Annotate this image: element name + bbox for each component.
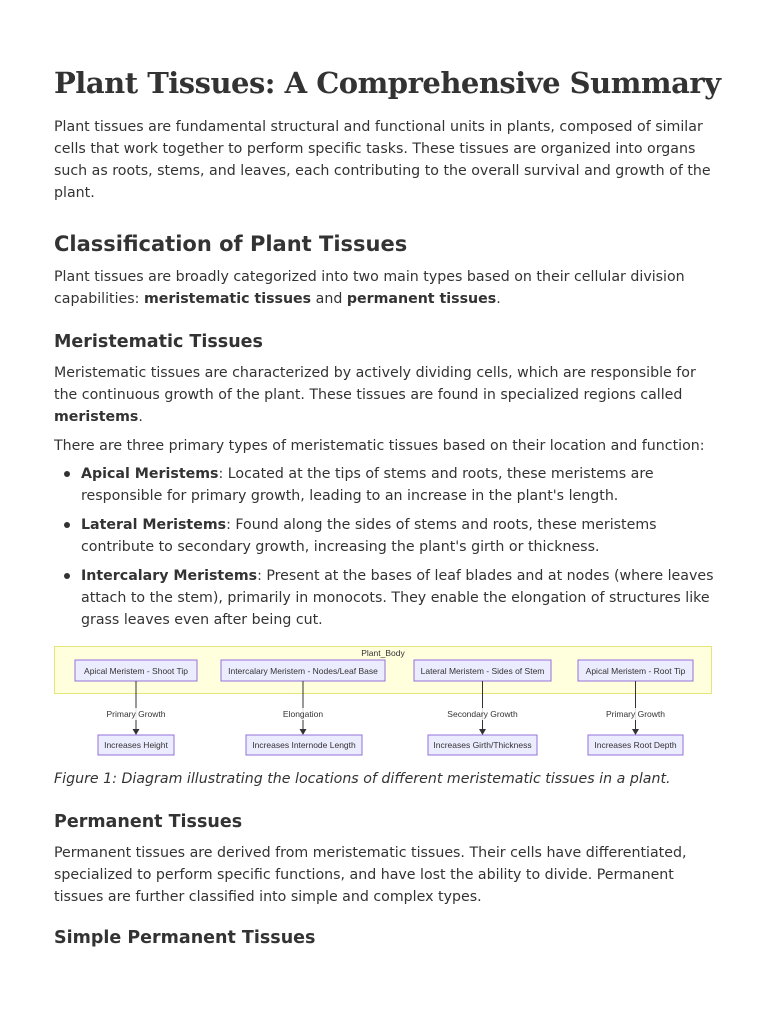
classification-text-mid: and [311,291,347,307]
permanent-paragraph: Permanent tissues are derived from meristematic tissues. Their cells have differentiated, specialized to perform specific functions, and have lost the ability to divide. Permanent tissues are further classified into simple and complex types. [54,845,687,905]
meristematic-paragraph-2: There are three primary types of meristematic tissues based on their location and function: [54,438,705,454]
edge-label: Primary Growth [106,709,166,719]
list-item [54,463,718,507]
list-item-desc: : Present at the bases of leaf blades and at nodes (where leaves attach to the stem), primarily in monocots. They enable the elongation of structures like grass leaves even after being cut. [81,568,714,628]
list-item [54,514,718,558]
arrow-head [479,729,486,735]
meristematic-paragraph-1 [54,362,718,428]
list-item-desc: : Found along the sides of stems and roots, these meristems contribute to secondary growth, increasing the plant's girth or thickness. [81,517,657,555]
plant-body-label: Plant_Body [361,648,405,658]
classification-heading: Classification of Plant Tissues [54,232,408,256]
edge-label: Secondary Growth [447,709,518,719]
simple-permanent-heading: Simple Permanent Tissues [54,928,316,948]
classification-text-after: . [496,291,501,307]
meristematic-p1-bold: meristems [54,409,139,425]
meristem-node-label: Apical Meristem - Shoot Tip [84,666,188,676]
list-item-term: Intercalary Meristems [81,568,258,584]
list-item [54,565,718,631]
list-item-desc: : Located at the tips of stems and roots, these meristems are responsible for primary growth, leading to an increase in the plant's length. [81,466,654,504]
classification-bold-meristematic: meristematic tissues [143,291,312,307]
meristematic-p1-after: . [138,409,143,425]
classification-bold-permanent: permanent tissues [346,291,497,307]
meristem-node-label: Apical Meristem - Root Tip [585,666,686,676]
meristematic-heading: Meristematic Tissues [54,332,263,352]
meristem-node-label: Intercalary Meristem - Nodes/Leaf Base [228,666,378,676]
arrow-head [632,729,639,735]
intro-paragraph: Plant tissues are fundamental structural and functional units in plants, composed of similar cells that work together to perform specific tasks. These tissues are organized into organs such as roots, stems, and leaves, each contributing to the overall survival and growth of the plant. [54,119,711,201]
arrow-head [133,729,140,735]
meristem-diagram [54,644,718,762]
result-node-label: Increases Root Depth [594,740,677,750]
edge-label: Elongation [282,709,324,719]
meristem-node-label: Lateral Meristem - Sides of Stem [420,666,545,676]
list-item-term: Lateral Meristems [81,517,227,533]
permanent-heading: Permanent Tissues [54,812,243,832]
list-item-term: Apical Meristems [81,466,219,482]
result-node-label: Increases Height [104,740,168,750]
figure-caption: Figure 1: Diagram illustrating the locations of different meristematic tissues in a plant. [54,771,671,787]
classification-paragraph [54,266,718,310]
arrow-head [300,729,307,735]
classification-text-before: Plant tissues are broadly categorized into two main types based on their cellular division capabilities: [54,269,685,307]
result-node-label: Increases Girth/Thickness [433,740,532,750]
result-node-label: Increases Internode Length [252,740,356,750]
page-title: Plant Tissues: A Comprehensive Summary [54,66,721,100]
edge-label: Primary Growth [605,709,666,719]
meristematic-p1-text: Meristematic tissues are characterized by actively dividing cells, which are responsible for the continuous growth of the plant. These tissues are found in specialized regions called [54,365,696,403]
meristem-types-list [54,463,718,638]
